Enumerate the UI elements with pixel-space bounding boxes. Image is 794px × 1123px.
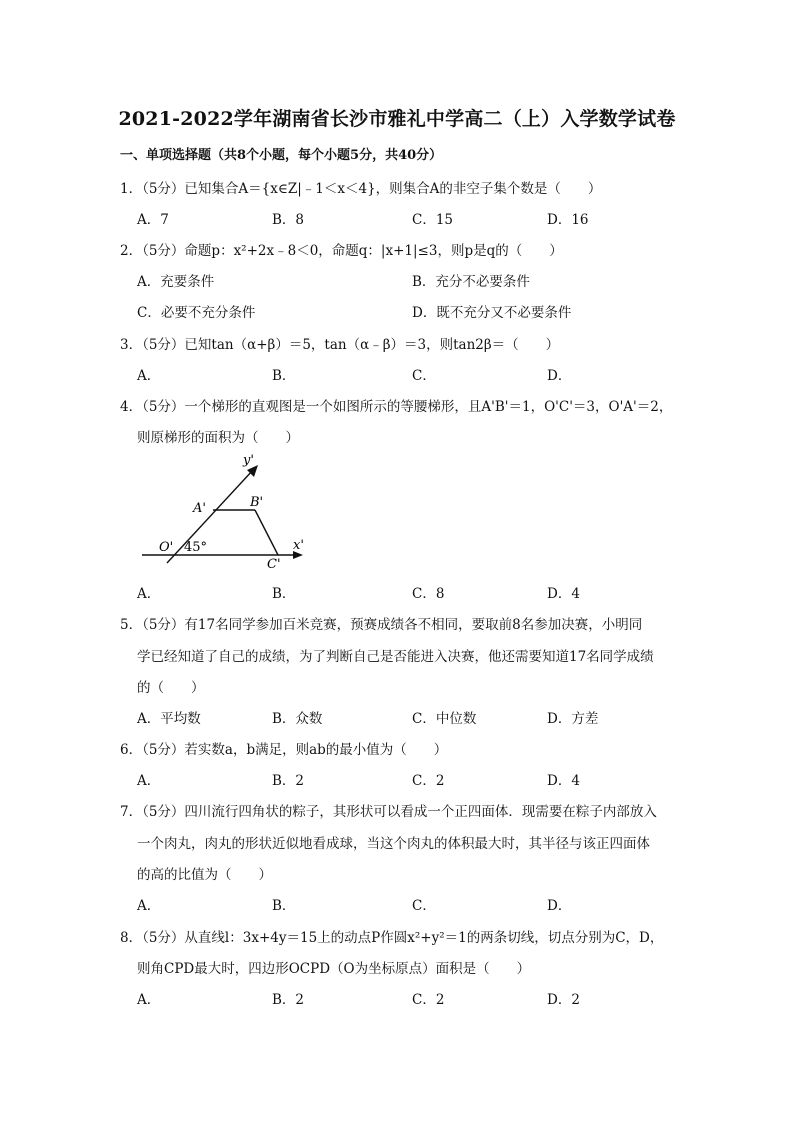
question-1-option-b: B．8: [272, 212, 305, 228]
question-3-option-d: D．: [547, 368, 572, 384]
question-1-line-1: 1．（5分）已知集合A＝{x∈Z|﹣1＜x＜4}，则集合A的非空子集个数是（ ）: [120, 181, 602, 197]
question-4-option-c: C．8: [412, 586, 445, 602]
question-7-line-1: 7．（5分）四川流行四角状的粽子，其形状可以看成一个正四面体．现需要在粽子内部放入: [120, 804, 657, 820]
question-1-option-d: D．16: [547, 212, 589, 228]
question-8-option-a: A．: [137, 992, 161, 1008]
question-4-line-1: 4．（5分）一个梯形的直观图是一个如图所示的等腰梯形，且A'B'＝1，O'C'＝3，O'A'＝2，: [120, 399, 673, 415]
question-4-option-b: B．: [272, 586, 296, 602]
label-angle: 45°: [184, 540, 208, 555]
question-5-option-c: C．中位数: [412, 711, 477, 727]
trapezoid-figure: [137, 450, 317, 575]
question-7-option-a: A．: [137, 898, 161, 914]
question-2-option-d: D．既不充分又不必要条件: [412, 305, 572, 321]
question-6-option-b: B．2: [272, 773, 305, 789]
question-6-option-c: C．2: [412, 773, 445, 789]
question-4-line-2: 则原梯形的面积为（ ）: [137, 430, 299, 446]
question-2-option-c: C．必要不充分条件: [137, 305, 256, 321]
question-4-option-d: D．4: [547, 586, 580, 602]
question-8-line-2: 则角CPD最大时，四边形OCPD（O为坐标原点）面积是（ ）: [137, 961, 531, 977]
question-7-option-d: D．: [547, 898, 572, 914]
label-c: C': [267, 557, 281, 572]
question-2-option-a: A．充要条件: [137, 274, 215, 290]
question-7-line-2: 一个肉丸，肉丸的形状近似地看成球，当这个肉丸的体积最大时，其半径与该正四面体: [137, 836, 650, 852]
question-1-option-a: A．7: [137, 212, 169, 228]
question-6-option-a: A．: [137, 773, 161, 789]
question-3-line-1: 3．（5分）已知tan（α+β）＝5，tan（α﹣β）＝3，则tan2β＝（ ）: [120, 337, 560, 353]
question-2-option-b: B．充分不必要条件: [412, 274, 530, 290]
label-o: O': [159, 540, 174, 555]
question-6-line-1: 6．（5分）若实数a，b满足，则ab的最小值为（ ）: [120, 742, 448, 758]
y-axis-line: [167, 470, 253, 563]
question-7-line-3: 的高的比值为（ ）: [137, 867, 272, 883]
question-1-option-c: C．15: [412, 212, 454, 228]
question-5-option-a: A．平均数: [137, 711, 201, 727]
question-8-line-1: 8．（5分）从直线l：3x+4y＝15上的动点P作圆x²+y²＝1的两条切线，切点分别为C，D，: [120, 930, 664, 946]
question-2-line-1: 2．（5分）命题p：x²+2x﹣8＜0，命题q：|x+1|≤3，则p是q的（ ）: [120, 243, 563, 259]
question-5-line-3: 的（ ）: [137, 680, 205, 696]
page-title: 2021-2022学年湖南省长沙市雅礼中学高二（上）入学数学试卷: [118, 108, 676, 130]
question-8-option-c: C．2: [412, 992, 445, 1008]
label-x-axis: x': [293, 538, 304, 553]
question-3-option-a: A．: [137, 368, 161, 384]
question-4-option-a: A．: [137, 586, 161, 602]
section-heading: 一、单项选择题（共8个小题，每个小题5分，共40分）: [120, 148, 443, 163]
label-a: A': [193, 501, 206, 516]
label-y-axis: y': [243, 453, 254, 468]
question-5-line-2: 学已经知道了自己的成绩，为了判断自己是否能进入决赛，他还需要知道17名同学成绩: [137, 649, 654, 665]
question-3-option-b: B．: [272, 368, 296, 384]
label-b: B': [250, 495, 264, 510]
question-5-line-1: 5．（5分）有17名同学参加百米竞赛，预赛成绩各不相同，要取前8名参加决赛，小明同: [120, 617, 643, 633]
question-8-option-d: D．2: [547, 992, 580, 1008]
question-7-option-c: C．: [412, 898, 436, 914]
question-5-option-b: B．众数: [272, 711, 323, 727]
segment-b-c: [255, 510, 278, 555]
question-7-option-b: B．: [272, 898, 296, 914]
question-8-option-b: B．2: [272, 992, 305, 1008]
question-3-option-c: C．: [412, 368, 436, 384]
question-6-option-d: D．4: [547, 773, 580, 789]
question-5-option-d: D．方差: [547, 711, 599, 727]
